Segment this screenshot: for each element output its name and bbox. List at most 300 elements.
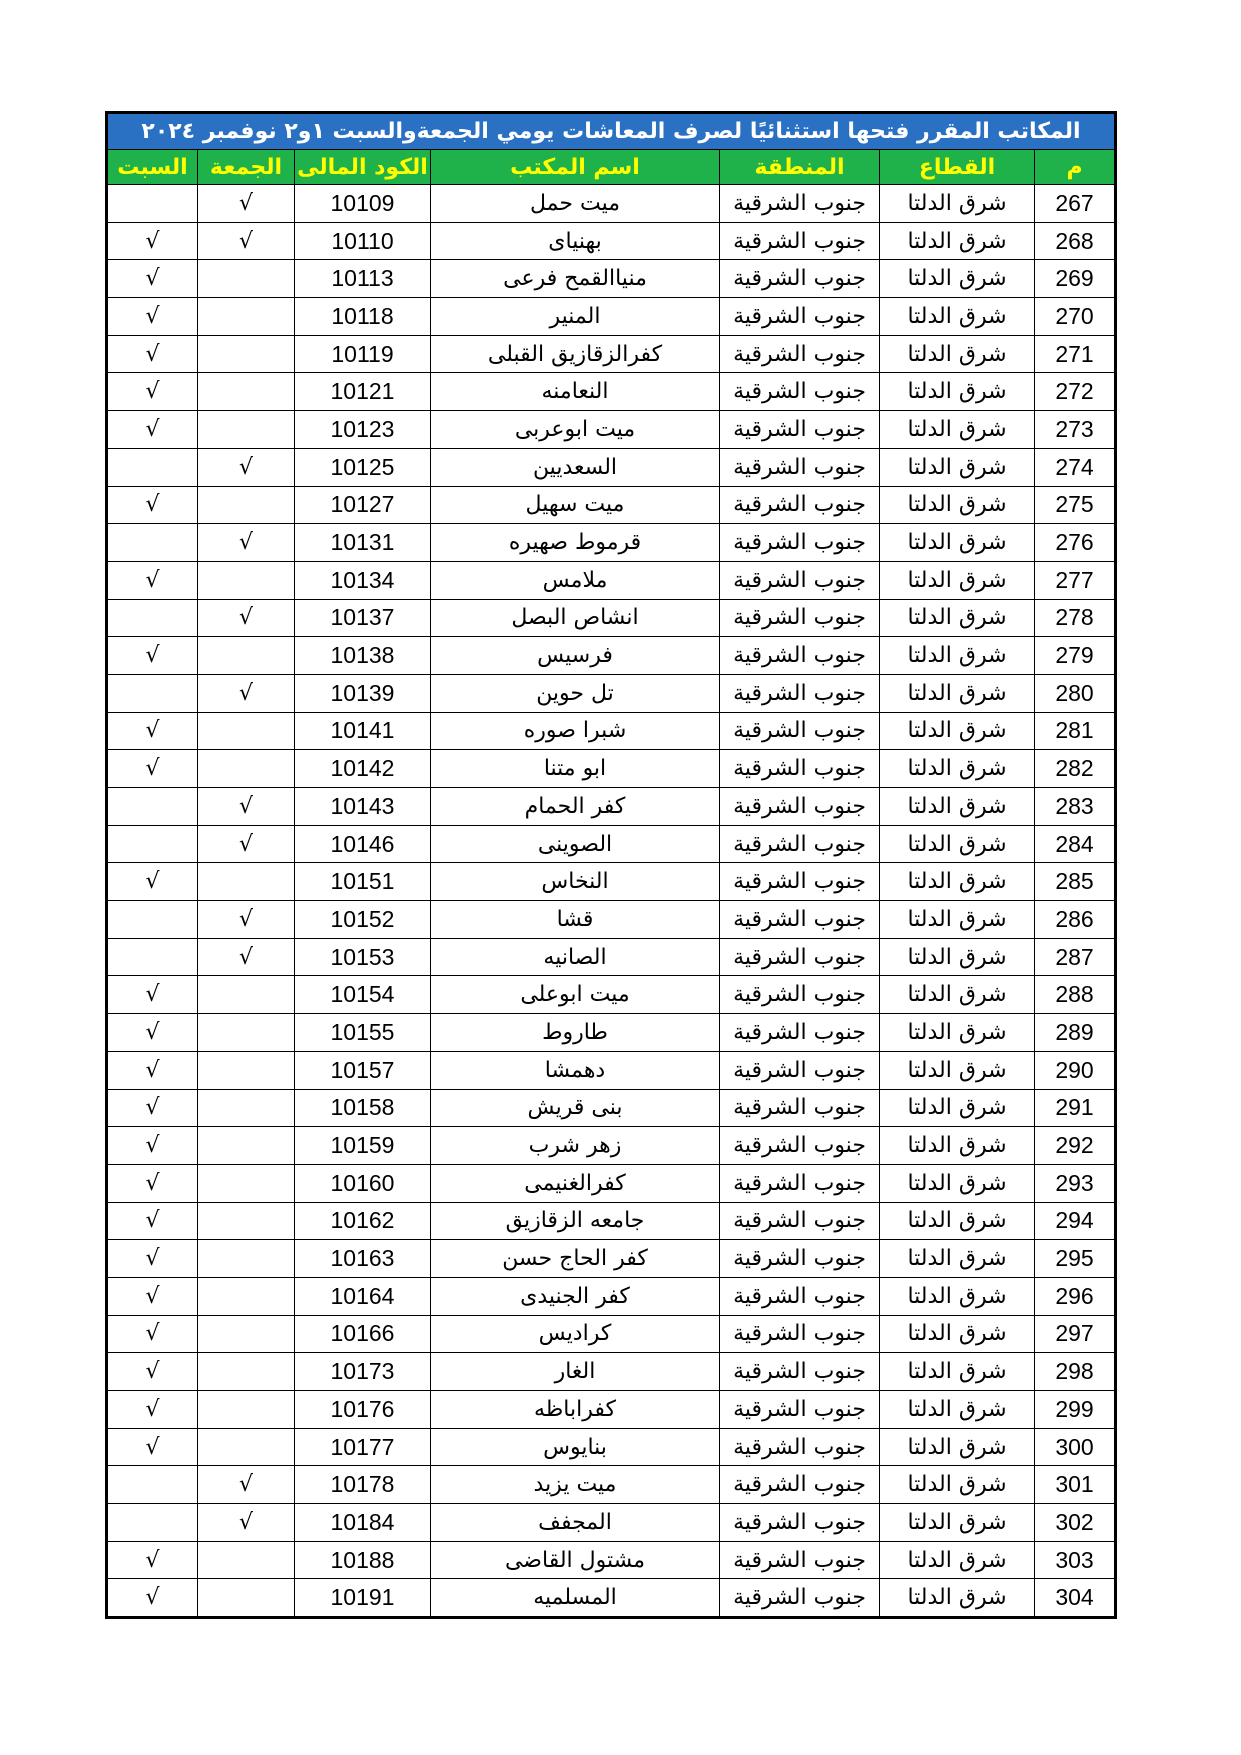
cell-office: بنايوس — [431, 1428, 720, 1466]
cell-saturday: √ — [107, 750, 198, 788]
cell-sector: شرق الدلتا — [880, 524, 1035, 562]
cell-code: 10178 — [295, 1466, 431, 1504]
cell-region: جنوب الشرقية — [720, 222, 880, 260]
cell-sector: شرق الدلتا — [880, 373, 1035, 411]
table-row — [107, 1014, 1116, 1052]
cell-code: 10137 — [295, 599, 431, 637]
table-row — [107, 1277, 1116, 1315]
cell-saturday: √ — [107, 222, 198, 260]
cell-saturday: √ — [107, 486, 198, 524]
cell-code: 10142 — [295, 750, 431, 788]
cell-saturday: √ — [107, 712, 198, 750]
cell-region: جنوب الشرقية — [720, 674, 880, 712]
cell-office: شبرا صوره — [431, 712, 720, 750]
cell-office: كفر الجنيدى — [431, 1277, 720, 1315]
cell-saturday — [107, 1504, 198, 1542]
cell-office: ميت ابوعربى — [431, 411, 720, 449]
cell-sector: شرق الدلتا — [880, 637, 1035, 675]
cell-code: 10151 — [295, 863, 431, 901]
cell-friday — [198, 1579, 295, 1618]
cell-region: جنوب الشرقية — [720, 335, 880, 373]
cell-office: الصانيه — [431, 938, 720, 976]
cell-sector: شرق الدلتا — [880, 1315, 1035, 1353]
cell-saturday: √ — [107, 1315, 198, 1353]
cell-region: جنوب الشرقية — [720, 901, 880, 939]
cell-saturday — [107, 938, 198, 976]
cell-saturday — [107, 448, 198, 486]
cell-sector: شرق الدلتا — [880, 486, 1035, 524]
cell-friday — [198, 1089, 295, 1127]
cell-friday — [198, 1014, 295, 1052]
cell-saturday: √ — [107, 1014, 198, 1052]
cell-friday — [198, 1541, 295, 1579]
table-row — [107, 712, 1116, 750]
cell-m: 290 — [1035, 1051, 1116, 1089]
cell-sector: شرق الدلتا — [880, 825, 1035, 863]
cell-m: 294 — [1035, 1202, 1116, 1240]
cell-region: جنوب الشرقية — [720, 1014, 880, 1052]
cell-saturday: √ — [107, 1089, 198, 1127]
cell-region: جنوب الشرقية — [720, 1541, 880, 1579]
table-row — [107, 901, 1116, 939]
col-header-office: اسم المكتب — [431, 150, 720, 185]
cell-region: جنوب الشرقية — [720, 1202, 880, 1240]
cell-saturday: √ — [107, 561, 198, 599]
cell-friday — [198, 637, 295, 675]
cell-code: 10146 — [295, 825, 431, 863]
cell-friday: √ — [198, 599, 295, 637]
cell-m: 281 — [1035, 712, 1116, 750]
cell-sector: شرق الدلتا — [880, 1428, 1035, 1466]
cell-code: 10134 — [295, 561, 431, 599]
cell-office: كفرالغنيمى — [431, 1164, 720, 1202]
cell-office: المجفف — [431, 1504, 720, 1542]
cell-office: انشاص البصل — [431, 599, 720, 637]
cell-code: 10173 — [295, 1353, 431, 1391]
cell-region: جنوب الشرقية — [720, 524, 880, 562]
table-row — [107, 599, 1116, 637]
cell-sector: شرق الدلتا — [880, 750, 1035, 788]
cell-m: 287 — [1035, 938, 1116, 976]
cell-friday — [198, 335, 295, 373]
cell-region: جنوب الشرقية — [720, 788, 880, 826]
table-row — [107, 1051, 1116, 1089]
cell-friday — [198, 1240, 295, 1278]
cell-saturday: √ — [107, 976, 198, 1014]
table-row — [107, 1202, 1116, 1240]
cell-friday — [198, 750, 295, 788]
col-header-m: م — [1035, 150, 1116, 185]
cell-code: 10177 — [295, 1428, 431, 1466]
cell-region: جنوب الشرقية — [720, 561, 880, 599]
table-title: المكاتب المقرر فتحها استثنائيًا لصرف المعاشات يومي الجمعةوالسبت ١و٢ نوفمبر ٢٠٢٤ — [107, 113, 1116, 150]
col-header-friday: الجمعة — [198, 150, 295, 185]
cell-office: بهنياى — [431, 222, 720, 260]
cell-region: جنوب الشرقية — [720, 373, 880, 411]
cell-code: 10113 — [295, 260, 431, 298]
cell-code: 10125 — [295, 448, 431, 486]
table-row — [107, 938, 1116, 976]
cell-code: 10118 — [295, 298, 431, 336]
cell-code: 10176 — [295, 1391, 431, 1429]
cell-saturday — [107, 825, 198, 863]
cell-sector: شرق الدلتا — [880, 1353, 1035, 1391]
cell-office: قرموط صهيره — [431, 524, 720, 562]
cell-friday — [198, 1391, 295, 1429]
cell-sector: شرق الدلتا — [880, 1164, 1035, 1202]
cell-friday — [198, 1051, 295, 1089]
table-row — [107, 825, 1116, 863]
cell-sector: شرق الدلتا — [880, 260, 1035, 298]
cell-code: 10184 — [295, 1504, 431, 1542]
cell-region: جنوب الشرقية — [720, 1315, 880, 1353]
cell-friday — [198, 976, 295, 1014]
cell-region: جنوب الشرقية — [720, 1089, 880, 1127]
cell-region: جنوب الشرقية — [720, 825, 880, 863]
cell-friday: √ — [198, 1466, 295, 1504]
cell-m: 298 — [1035, 1353, 1116, 1391]
cell-m: 292 — [1035, 1127, 1116, 1165]
cell-code: 10138 — [295, 637, 431, 675]
cell-code: 10188 — [295, 1541, 431, 1579]
table-row — [107, 486, 1116, 524]
cell-office: بنى قريش — [431, 1089, 720, 1127]
cell-office: ملامس — [431, 561, 720, 599]
cell-sector: شرق الدلتا — [880, 712, 1035, 750]
cell-code: 10154 — [295, 976, 431, 1014]
cell-region: جنوب الشرقية — [720, 448, 880, 486]
table-row — [107, 863, 1116, 901]
cell-friday — [198, 411, 295, 449]
table-row — [107, 1089, 1116, 1127]
cell-friday — [198, 373, 295, 411]
cell-friday: √ — [198, 185, 295, 223]
cell-friday: √ — [198, 222, 295, 260]
cell-code: 10163 — [295, 1240, 431, 1278]
cell-saturday: √ — [107, 1428, 198, 1466]
cell-office: كفراباظه — [431, 1391, 720, 1429]
table-row — [107, 1164, 1116, 1202]
cell-sector: شرق الدلتا — [880, 599, 1035, 637]
cell-m: 269 — [1035, 260, 1116, 298]
cell-sector: شرق الدلتا — [880, 976, 1035, 1014]
cell-m: 285 — [1035, 863, 1116, 901]
table-row — [107, 1504, 1116, 1542]
table-row — [107, 448, 1116, 486]
cell-office: فرسيس — [431, 637, 720, 675]
cell-m: 288 — [1035, 976, 1116, 1014]
cell-friday: √ — [198, 1504, 295, 1542]
cell-code: 10166 — [295, 1315, 431, 1353]
cell-code: 10153 — [295, 938, 431, 976]
cell-friday — [198, 486, 295, 524]
cell-region: جنوب الشرقية — [720, 1353, 880, 1391]
cell-office: السعديين — [431, 448, 720, 486]
cell-m: 284 — [1035, 825, 1116, 863]
cell-office: الصوينى — [431, 825, 720, 863]
cell-saturday — [107, 185, 198, 223]
table-row — [107, 674, 1116, 712]
cell-sector: شرق الدلتا — [880, 863, 1035, 901]
cell-m: 267 — [1035, 185, 1116, 223]
cell-m: 270 — [1035, 298, 1116, 336]
cell-code: 10123 — [295, 411, 431, 449]
cell-saturday — [107, 674, 198, 712]
cell-saturday: √ — [107, 411, 198, 449]
table-row — [107, 1428, 1116, 1466]
cell-code: 10131 — [295, 524, 431, 562]
cell-friday: √ — [198, 788, 295, 826]
cell-m: 295 — [1035, 1240, 1116, 1278]
cell-office: قشا — [431, 901, 720, 939]
cell-friday: √ — [198, 524, 295, 562]
cell-saturday — [107, 901, 198, 939]
cell-code: 10191 — [295, 1579, 431, 1618]
cell-region: جنوب الشرقية — [720, 185, 880, 223]
cell-office: ابو متنا — [431, 750, 720, 788]
cell-sector: شرق الدلتا — [880, 1014, 1035, 1052]
cell-saturday: √ — [107, 1277, 198, 1315]
cell-region: جنوب الشرقية — [720, 938, 880, 976]
cell-friday: √ — [198, 674, 295, 712]
col-header-saturday: السبت — [107, 150, 198, 185]
cell-code: 10158 — [295, 1089, 431, 1127]
cell-office: النخاس — [431, 863, 720, 901]
cell-sector: شرق الدلتا — [880, 1277, 1035, 1315]
table-row — [107, 1353, 1116, 1391]
cell-office: تل حوين — [431, 674, 720, 712]
cell-saturday: √ — [107, 863, 198, 901]
cell-office: مشتول القاضى — [431, 1541, 720, 1579]
cell-friday: √ — [198, 825, 295, 863]
cell-friday — [198, 1353, 295, 1391]
cell-region: جنوب الشرقية — [720, 1466, 880, 1504]
table-row — [107, 788, 1116, 826]
cell-friday: √ — [198, 938, 295, 976]
cell-m: 303 — [1035, 1541, 1116, 1579]
table-row — [107, 1391, 1116, 1429]
cell-m: 301 — [1035, 1466, 1116, 1504]
cell-m: 273 — [1035, 411, 1116, 449]
table-row — [107, 524, 1116, 562]
cell-saturday — [107, 1466, 198, 1504]
cell-saturday: √ — [107, 1391, 198, 1429]
cell-office: زهر شرب — [431, 1127, 720, 1165]
cell-office: كفرالزقازيق القبلى — [431, 335, 720, 373]
cell-office: الغار — [431, 1353, 720, 1391]
cell-sector: شرق الدلتا — [880, 1579, 1035, 1618]
cell-region: جنوب الشرقية — [720, 976, 880, 1014]
cell-region: جنوب الشرقية — [720, 260, 880, 298]
cell-office: ميت ابوعلى — [431, 976, 720, 1014]
cell-friday: √ — [198, 448, 295, 486]
cell-m: 283 — [1035, 788, 1116, 826]
cell-office: كراديس — [431, 1315, 720, 1353]
table-row — [107, 1127, 1116, 1165]
cell-sector: شرق الدلتا — [880, 1466, 1035, 1504]
cell-friday — [198, 260, 295, 298]
cell-saturday — [107, 788, 198, 826]
cell-friday — [198, 561, 295, 599]
cell-m: 293 — [1035, 1164, 1116, 1202]
cell-saturday: √ — [107, 373, 198, 411]
cell-m: 300 — [1035, 1428, 1116, 1466]
table-row — [107, 1240, 1116, 1278]
cell-sector: شرق الدلتا — [880, 1051, 1035, 1089]
cell-code: 10119 — [295, 335, 431, 373]
cell-sector: شرق الدلتا — [880, 1089, 1035, 1127]
cell-region: جنوب الشرقية — [720, 1277, 880, 1315]
table-row — [107, 1541, 1116, 1579]
cell-region: جنوب الشرقية — [720, 1391, 880, 1429]
cell-saturday: √ — [107, 335, 198, 373]
cell-region: جنوب الشرقية — [720, 411, 880, 449]
cell-code: 10127 — [295, 486, 431, 524]
cell-code: 10162 — [295, 1202, 431, 1240]
cell-sector: شرق الدلتا — [880, 901, 1035, 939]
cell-sector: شرق الدلتا — [880, 1127, 1035, 1165]
cell-region: جنوب الشرقية — [720, 298, 880, 336]
cell-friday — [198, 1164, 295, 1202]
cell-m: 304 — [1035, 1579, 1116, 1618]
cell-sector: شرق الدلتا — [880, 298, 1035, 336]
cell-region: جنوب الشرقية — [720, 1240, 880, 1278]
cell-friday — [198, 298, 295, 336]
cell-office: جامعه الزقازيق — [431, 1202, 720, 1240]
cell-m: 286 — [1035, 901, 1116, 939]
cell-saturday: √ — [107, 1127, 198, 1165]
cell-office: المسلميه — [431, 1579, 720, 1618]
cell-region: جنوب الشرقية — [720, 1504, 880, 1542]
cell-saturday: √ — [107, 1202, 198, 1240]
cell-m: 276 — [1035, 524, 1116, 562]
cell-m: 275 — [1035, 486, 1116, 524]
cell-m: 274 — [1035, 448, 1116, 486]
cell-m: 277 — [1035, 561, 1116, 599]
cell-m: 279 — [1035, 637, 1116, 675]
cell-m: 280 — [1035, 674, 1116, 712]
offices-table — [105, 111, 1117, 1619]
table-row — [107, 561, 1116, 599]
cell-m: 297 — [1035, 1315, 1116, 1353]
cell-m: 299 — [1035, 1391, 1116, 1429]
cell-region: جنوب الشرقية — [720, 486, 880, 524]
cell-saturday: √ — [107, 1541, 198, 1579]
cell-m: 302 — [1035, 1504, 1116, 1542]
cell-code: 10157 — [295, 1051, 431, 1089]
cell-region: جنوب الشرقية — [720, 863, 880, 901]
cell-sector: شرق الدلتا — [880, 788, 1035, 826]
cell-code: 10139 — [295, 674, 431, 712]
cell-office: كفر الحمام — [431, 788, 720, 826]
cell-m: 272 — [1035, 373, 1116, 411]
cell-sector: شرق الدلتا — [880, 222, 1035, 260]
cell-friday — [198, 863, 295, 901]
cell-friday — [198, 1277, 295, 1315]
col-header-region: المنطقة — [720, 150, 880, 185]
table-row — [107, 1579, 1116, 1618]
cell-m: 271 — [1035, 335, 1116, 373]
cell-m: 289 — [1035, 1014, 1116, 1052]
table-row — [107, 335, 1116, 373]
cell-saturday: √ — [107, 298, 198, 336]
cell-region: جنوب الشرقية — [720, 1164, 880, 1202]
cell-region: جنوب الشرقية — [720, 1051, 880, 1089]
cell-sector: شرق الدلتا — [880, 1240, 1035, 1278]
cell-m: 282 — [1035, 750, 1116, 788]
table-row — [107, 1315, 1116, 1353]
header-row — [107, 150, 1116, 185]
cell-region: جنوب الشرقية — [720, 637, 880, 675]
cell-region: جنوب الشرقية — [720, 1428, 880, 1466]
cell-saturday: √ — [107, 1579, 198, 1618]
cell-sector: شرق الدلتا — [880, 335, 1035, 373]
cell-sector: شرق الدلتا — [880, 1202, 1035, 1240]
cell-code: 10159 — [295, 1127, 431, 1165]
table-row — [107, 1466, 1116, 1504]
cell-region: جنوب الشرقية — [720, 712, 880, 750]
cell-region: جنوب الشرقية — [720, 599, 880, 637]
table-row — [107, 637, 1116, 675]
cell-office: المنير — [431, 298, 720, 336]
table-row — [107, 373, 1116, 411]
table-row — [107, 298, 1116, 336]
cell-friday — [198, 1127, 295, 1165]
cell-friday: √ — [198, 901, 295, 939]
cell-code: 10164 — [295, 1277, 431, 1315]
table-row — [107, 260, 1116, 298]
table-row — [107, 411, 1116, 449]
cell-sector: شرق الدلتا — [880, 1391, 1035, 1429]
cell-office: ميت سهيل — [431, 486, 720, 524]
cell-m: 268 — [1035, 222, 1116, 260]
cell-office: كفر الحاج حسن — [431, 1240, 720, 1278]
cell-sector: شرق الدلتا — [880, 674, 1035, 712]
cell-office: ميت يزيد — [431, 1466, 720, 1504]
cell-sector: شرق الدلتا — [880, 1504, 1035, 1542]
cell-saturday — [107, 599, 198, 637]
cell-saturday: √ — [107, 637, 198, 675]
cell-sector: شرق الدلتا — [880, 448, 1035, 486]
cell-region: جنوب الشرقية — [720, 1579, 880, 1618]
cell-office: النعامنه — [431, 373, 720, 411]
cell-code: 10109 — [295, 185, 431, 223]
cell-code: 10141 — [295, 712, 431, 750]
table-row — [107, 750, 1116, 788]
cell-code: 10160 — [295, 1164, 431, 1202]
cell-sector: شرق الدلتا — [880, 561, 1035, 599]
cell-friday — [198, 1428, 295, 1466]
table-row — [107, 185, 1116, 223]
cell-m: 278 — [1035, 599, 1116, 637]
cell-code: 10152 — [295, 901, 431, 939]
cell-saturday: √ — [107, 1164, 198, 1202]
cell-region: جنوب الشرقية — [720, 750, 880, 788]
cell-saturday — [107, 524, 198, 562]
col-header-sector: القطاع — [880, 150, 1035, 185]
cell-friday — [198, 1202, 295, 1240]
cell-saturday: √ — [107, 1051, 198, 1089]
cell-region: جنوب الشرقية — [720, 1127, 880, 1165]
cell-saturday: √ — [107, 1353, 198, 1391]
cell-saturday: √ — [107, 1240, 198, 1278]
cell-code: 10121 — [295, 373, 431, 411]
cell-code: 10155 — [295, 1014, 431, 1052]
cell-m: 296 — [1035, 1277, 1116, 1315]
cell-sector: شرق الدلتا — [880, 1541, 1035, 1579]
cell-friday — [198, 712, 295, 750]
cell-office: دهمشا — [431, 1051, 720, 1089]
